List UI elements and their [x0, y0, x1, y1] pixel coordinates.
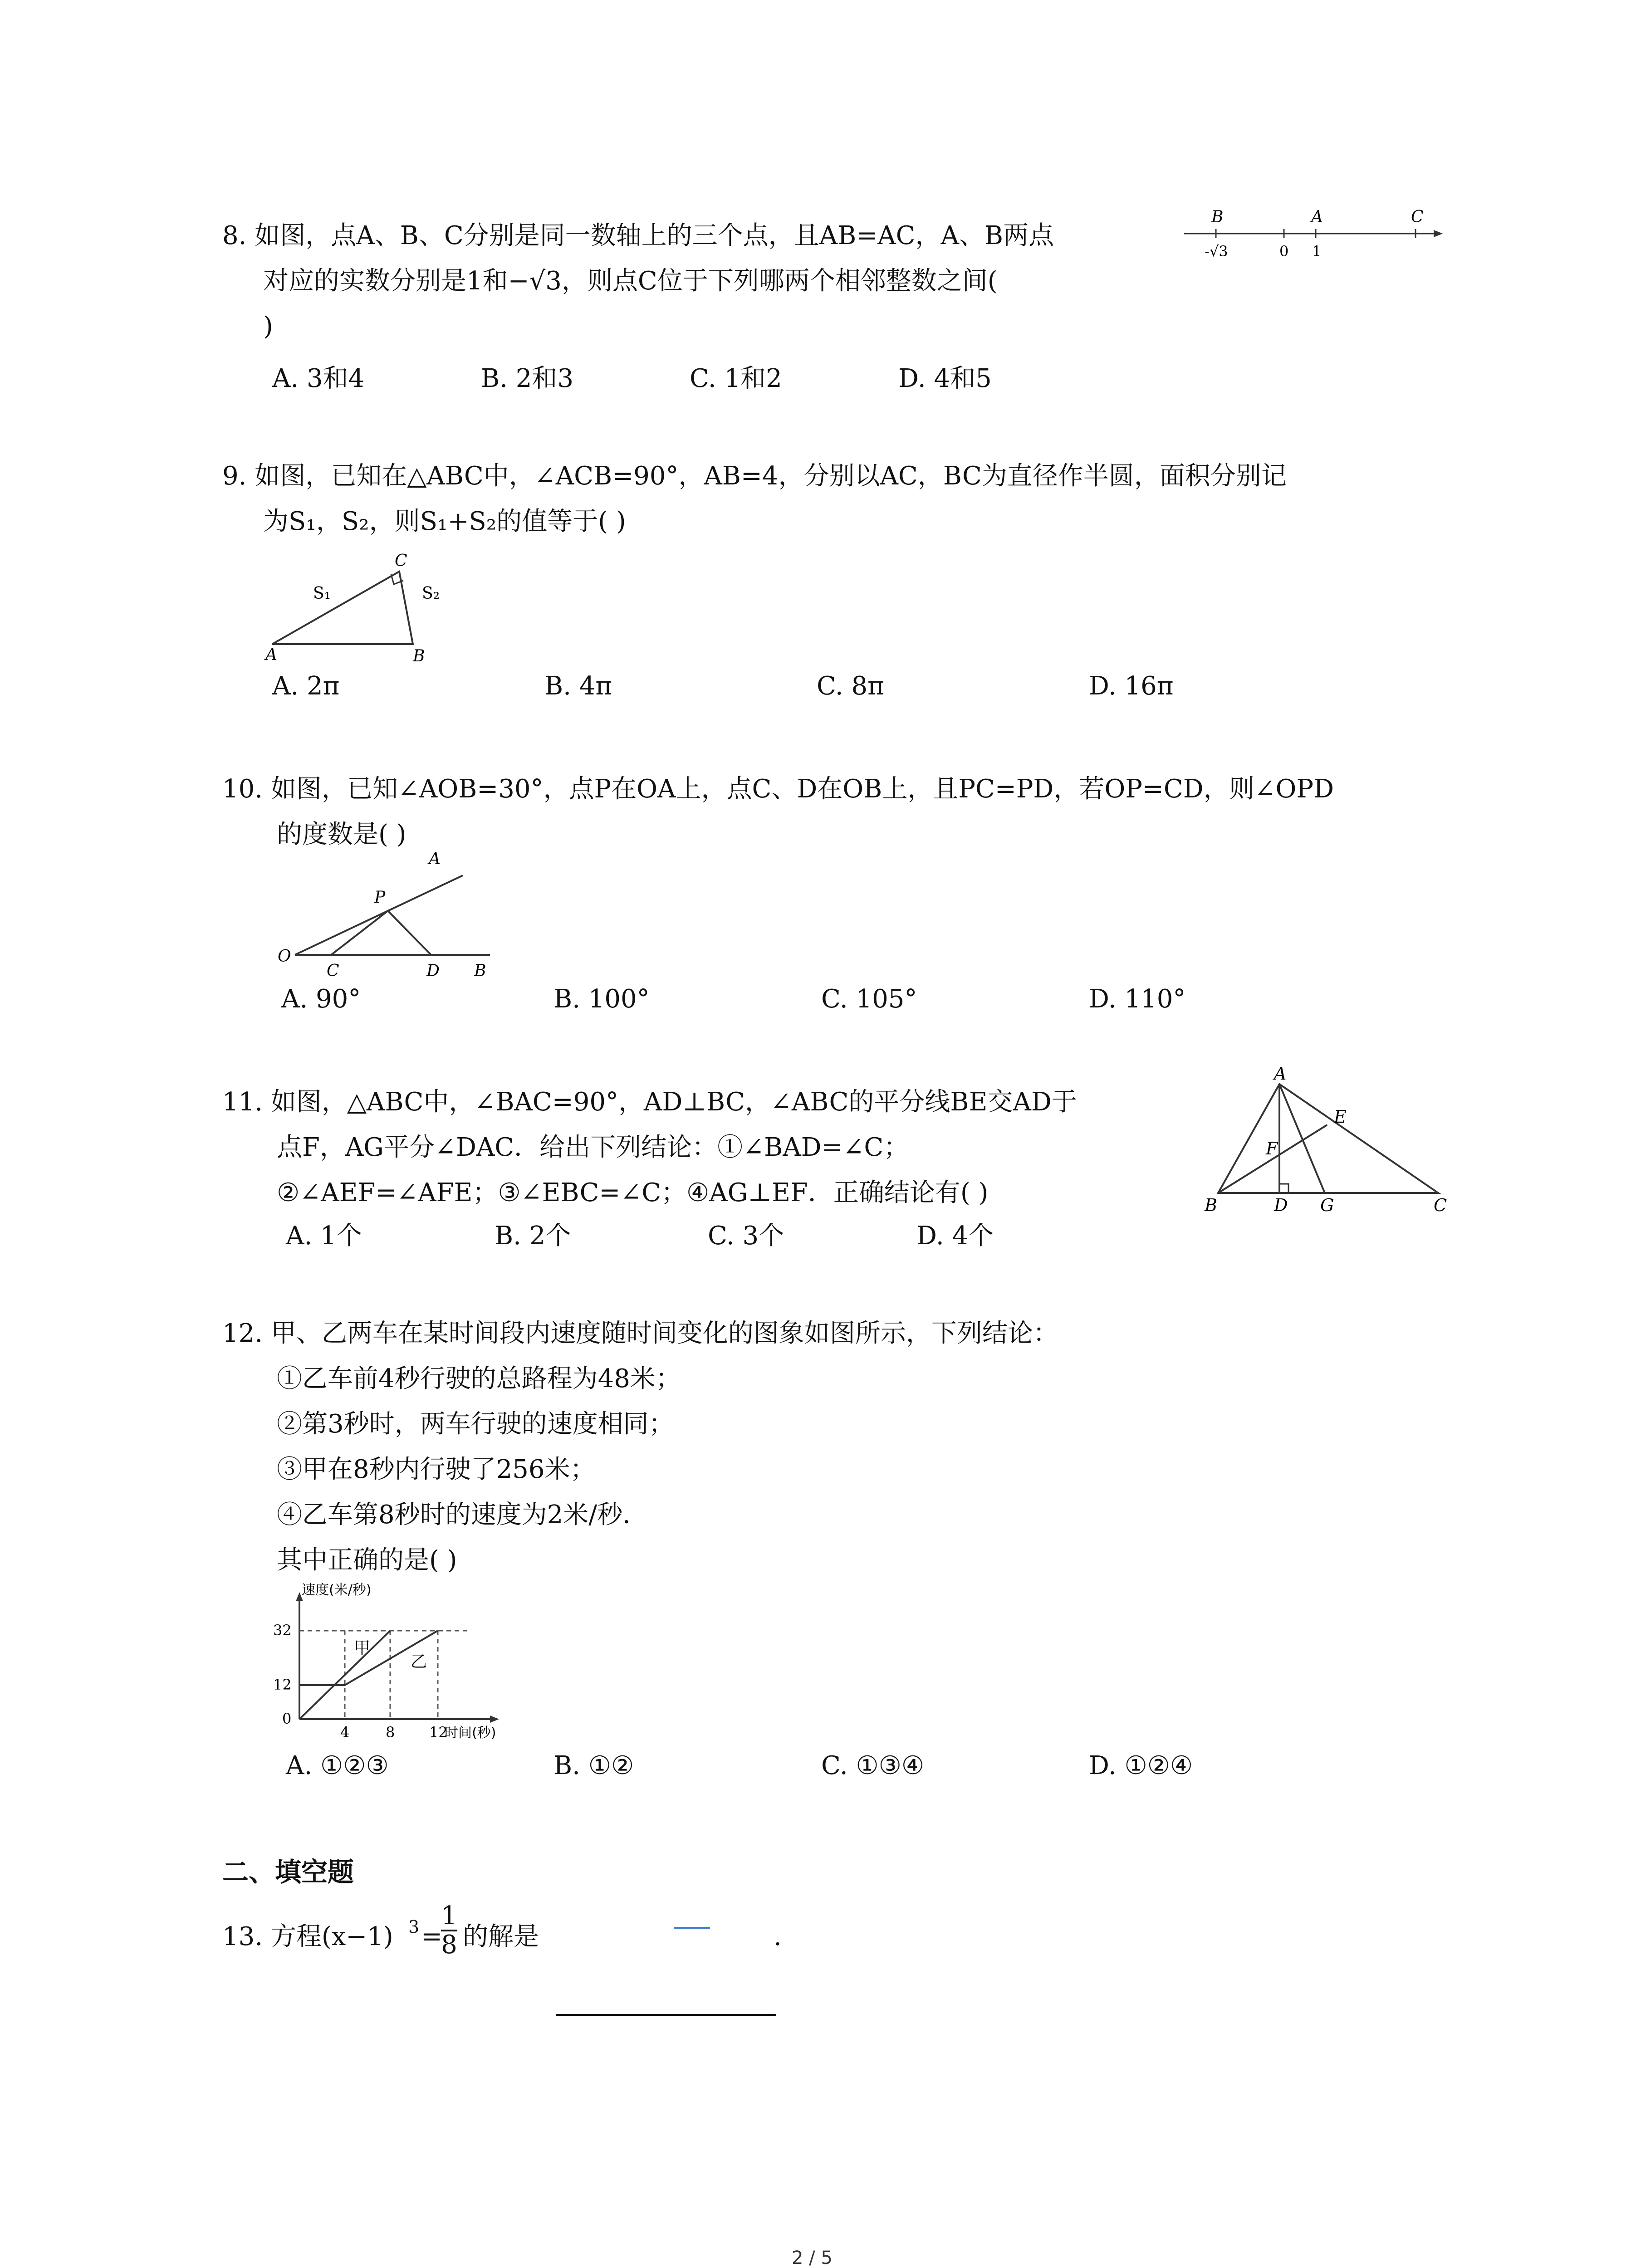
q9-option-a[interactable]: A. 2π — [272, 671, 340, 701]
q11-label-c: C — [1434, 1195, 1447, 1215]
q10-label-o: O — [278, 947, 291, 966]
q11-label-f: F — [1266, 1139, 1278, 1158]
q9-line1: 9. 如图，已知在△ABC中，∠ACB=90°，AB=4，分别以AC，BC为直径作半圆，面积分别记 — [222, 461, 1287, 491]
q10-line1: 10. 如图，已知∠AOB=30°，点P在OA上，点C、D在OB上，且PC=PD，若OP=CD，则∠OPD — [222, 774, 1334, 804]
q11-label-a: A — [1274, 1064, 1287, 1084]
q12-option-c[interactable]: C. ①③④ — [821, 1751, 925, 1780]
q11-label-d: D — [1274, 1195, 1288, 1215]
q11-label-b: B — [1205, 1195, 1217, 1215]
q8-option-a[interactable]: A. 3和4 — [272, 364, 365, 393]
q11-option-c[interactable]: C. 3个 — [708, 1221, 784, 1251]
q11-label-e: E — [1334, 1107, 1347, 1127]
q10-label-c: C — [327, 962, 339, 980]
q9-option-b[interactable]: B. 4π — [544, 671, 612, 701]
q13-fraction — [440, 1902, 458, 1959]
page-number: 2 / 5 — [792, 2248, 833, 2268]
q13-denominator: 8 — [441, 1930, 457, 1960]
q12-option-a[interactable]: A. ①②③ — [286, 1751, 389, 1780]
q10-label-b: B — [474, 962, 486, 980]
q12-ytick-12: 12 — [273, 1676, 292, 1693]
q11-option-b[interactable]: B. 2个 — [495, 1221, 571, 1251]
q9-line2: 为S₁，S₂，则S₁+S₂的值等于( ) — [263, 507, 626, 536]
q10-option-d[interactable]: D. 110° — [1089, 984, 1186, 1014]
q13-period: . — [774, 1922, 782, 1951]
q8-option-b[interactable]: B. 2和3 — [481, 364, 574, 393]
q10-option-b[interactable]: B. 100° — [554, 984, 650, 1014]
q13-answer-mark — [674, 1927, 710, 1929]
q9-label-s2: S₂ — [422, 584, 440, 603]
q12-statement-4: ④乙车第8秒时的速度为2米/秒． — [277, 1500, 648, 1530]
q12-speed-time-graph — [263, 1582, 544, 1742]
q12-ytick-0: 0 — [282, 1710, 292, 1727]
q12-statement-3: ③甲在8秒内行驶了256米； — [277, 1455, 596, 1484]
q11-line3: ②∠AEF=∠AFE；③∠EBC=∠C；④AG⊥EF．正确结论有( ) — [277, 1178, 989, 1207]
q10-line2: 的度数是( ) — [277, 820, 407, 849]
q8-option-c[interactable]: C. 1和2 — [690, 364, 782, 393]
q9-triangle-figure — [263, 544, 472, 676]
q8-label-one: 1 — [1312, 243, 1322, 260]
q10-label-d: D — [426, 962, 440, 980]
q9-label-s1: S₁ — [313, 584, 331, 603]
q8-number-line-figure — [1180, 200, 1452, 272]
q13-answer-blank[interactable] — [556, 2014, 776, 2016]
q12-ytick-32: 32 — [273, 1622, 292, 1639]
q9-option-c[interactable]: C. 8π — [817, 671, 884, 701]
q8-line3: ) — [263, 312, 273, 341]
q12-option-d[interactable]: D. ①②④ — [1089, 1751, 1193, 1780]
q8-option-d[interactable]: D. 4和5 — [898, 364, 992, 393]
q8-label-neg-sqrt3: -√3 — [1205, 243, 1228, 260]
q13-prefix: 13. 方程(x−1) — [222, 1922, 393, 1951]
q11-line2: 点F，AG平分∠DAC．给出下列结论：①∠BAD=∠C； — [277, 1133, 909, 1162]
q8-label-b: B — [1211, 208, 1224, 226]
q10-label-p: P — [374, 888, 386, 907]
q12-ylabel: 速度(米/秒) — [302, 1582, 372, 1598]
q10-option-c[interactable]: C. 105° — [821, 984, 917, 1014]
q8-line1: 8. 如图，点A、B、C分别是同一数轴上的三个点，且AB=AC，A、B两点 — [222, 221, 1054, 250]
q8-label-c: C — [1411, 208, 1424, 226]
q10-option-a[interactable]: A. 90° — [281, 984, 361, 1014]
q8-line2: 对应的实数分别是1和−√3，则点C位于下列哪两个相邻整数之间( — [263, 266, 998, 296]
q9-label-c: C — [395, 552, 407, 570]
q12-statement-1: ①乙车前4秒行驶的总路程为48米； — [277, 1364, 681, 1393]
q12-ask: 其中正确的是( ) — [277, 1545, 457, 1575]
q8-label-zero: 0 — [1279, 243, 1289, 260]
q12-xtick-4: 4 — [340, 1724, 350, 1741]
q9-option-d[interactable]: D. 16π — [1089, 671, 1174, 701]
q13-suffix: 的解是 — [463, 1922, 539, 1951]
q9-label-a: A — [265, 645, 277, 664]
q12-series-yi: 乙 — [411, 1652, 427, 1671]
q11-option-a[interactable]: A. 1个 — [286, 1221, 362, 1251]
q12-xtick-8: 8 — [386, 1724, 395, 1741]
q12-xlabel: 时间(秒) — [445, 1725, 496, 1741]
q12-option-b[interactable]: B. ①② — [554, 1751, 634, 1780]
q13-numerator: 1 — [441, 1901, 457, 1931]
q13-exponent: 3 — [408, 1917, 420, 1937]
q11-label-g: G — [1320, 1195, 1334, 1215]
section-2-title: 二、填空题 — [222, 1857, 354, 1887]
q9-label-b: B — [413, 647, 425, 665]
q11-line1: 11. 如图，△ABC中，∠BAC=90°，AD⊥BC，∠ABC的平分线BE交AD于 — [222, 1087, 1077, 1117]
q12-statement-2: ②第3秒时，两车行驶的速度相同； — [277, 1409, 674, 1439]
q10-angle-figure — [272, 850, 508, 989]
q11-triangle-figure — [1198, 1064, 1461, 1225]
q12-xtick-12: 12 — [429, 1724, 448, 1741]
q8-label-a: A — [1311, 208, 1323, 226]
q12-line1: 12. 甲、乙两车在某时间段内速度随时间变化的图象如图所示，下列结论： — [222, 1319, 1058, 1348]
q10-label-a: A — [429, 850, 441, 868]
q11-option-d[interactable]: D. 4个 — [916, 1221, 994, 1251]
q13-equals: = — [421, 1922, 442, 1951]
q12-series-jia: 甲 — [354, 1639, 371, 1657]
